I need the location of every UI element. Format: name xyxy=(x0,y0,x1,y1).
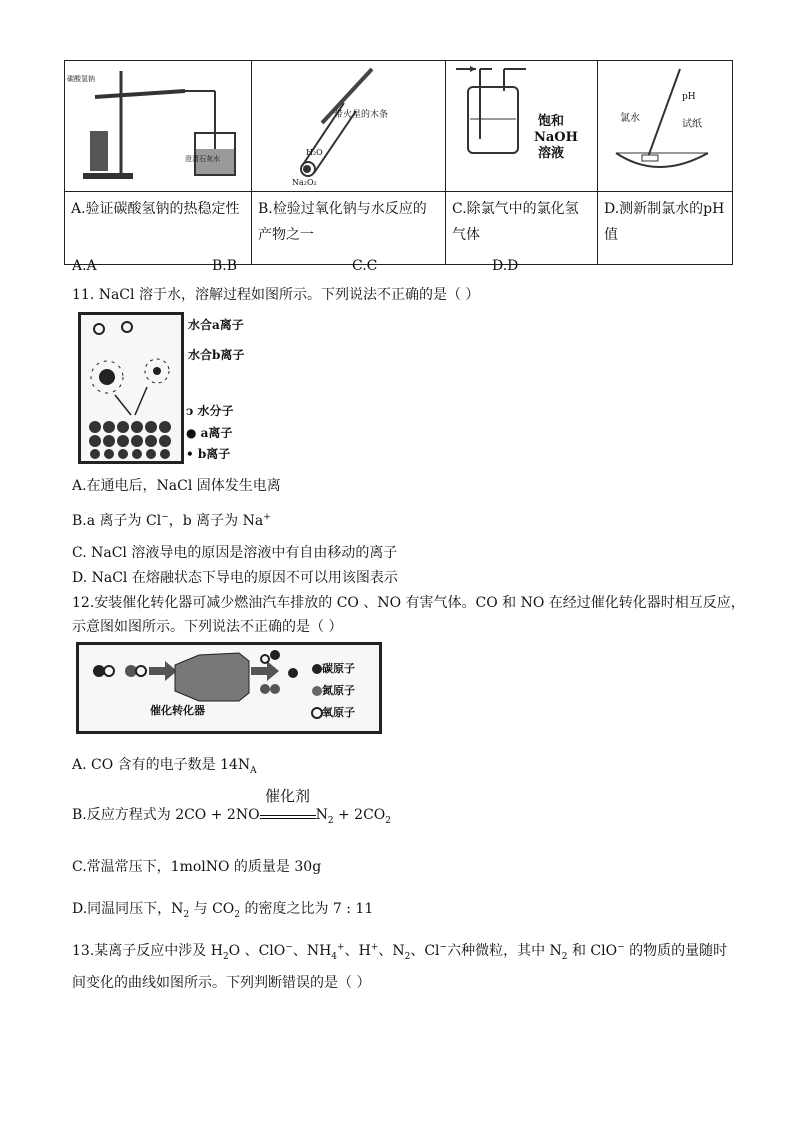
q12-stem-line2: 示意图如图所示。下列说法不正确的是（ ） xyxy=(72,619,343,635)
q11-choice-d: D. NaCl 在熔融状态下导电的原因不可以用该图表示 xyxy=(72,570,398,586)
label-na2o2: Na₂O₂ xyxy=(292,178,317,187)
q12-legend-nitrogen: 氮原子 xyxy=(322,684,355,697)
q13-stem-line2: 间变化的曲线如图所示。下列判断错误的是（ ） xyxy=(72,975,371,991)
label-limewater: 澄清石灰水 xyxy=(185,155,220,163)
q11-stem: 11. NaCl 溶于水，溶解过程如图所示。下列说法不正确的是（ ） xyxy=(72,287,480,303)
q12-legend-oxygen: 氧原子 xyxy=(322,706,355,719)
q13-stem-line1: 13.某离子反应中涉及 $H_2O$ 、ClO−、$NH_4^+$、H+、$N_2$、Cl−六种微粒，其中 $N_2$ 和 ClO− 的物质的量随时 xyxy=(72,942,728,962)
b-ion-icon: • xyxy=(186,447,198,461)
q10-figure-d xyxy=(598,61,733,192)
q12-choice-c: C.常温常压下，1molNO 的质量是 30g xyxy=(72,859,322,875)
q12-stem-line1: 12.安装催化转化器可减少燃油汽车排放的 CO 、NO 有害气体。CO 和 NO 在经过催化转化器时相互反应， xyxy=(72,595,745,611)
q12-choice-d: D.同温同压下，$N_2$ 与 $CO_2$ 的密度之比为 7 : 11 xyxy=(72,901,374,920)
label-solution: 溶液 xyxy=(538,146,565,161)
q10-table xyxy=(64,60,733,265)
label-ph: pH xyxy=(682,92,696,102)
label-nahco3: 碳酸氢钠 xyxy=(67,75,95,83)
q11-legend-hydrated-a: 水合a离子 xyxy=(188,318,244,332)
dissolution-diagram-icon xyxy=(81,315,181,461)
label-h2o: H₂O xyxy=(306,148,323,157)
label-wooden-splint: 带火星的木条 xyxy=(334,110,389,120)
q10-caption-b: B.检验过氧化钠与水反应的产物之一 xyxy=(252,192,446,265)
q10-option-a: A.A xyxy=(72,258,97,274)
q10-caption-c: C.除氯气中的氯化氢气体 xyxy=(446,192,598,265)
q11-choice-b: B.a 离子为 Cl−，b 离子为 Na+ xyxy=(72,512,271,529)
water-molecule-icon: ↄ xyxy=(186,404,198,418)
q11-legend-a-ion: ● a离子 xyxy=(186,426,233,440)
q10-option-d: D.D xyxy=(492,258,519,274)
label-naoh: NaOH xyxy=(534,130,578,145)
heating-apparatus-icon xyxy=(65,61,251,187)
q11-choice-c: C. NaCl 溶液导电的原因是溶液中有自由移动的离子 xyxy=(72,545,398,561)
q10-figure-b xyxy=(252,61,446,192)
a-ion-icon: ● xyxy=(186,426,201,440)
label-test-paper: 试纸 xyxy=(682,119,702,130)
q12-choice-a: A. CO 含有的电子数是 $14N_A$ xyxy=(72,757,257,776)
q10-caption-a: A.验证碳酸氢钠的热稳定性 xyxy=(65,192,252,265)
gas-washing-bottle-icon xyxy=(446,61,597,187)
q11-legend-hydrated-b: 水合b离子 xyxy=(188,348,245,362)
label-saturated: 饱和 xyxy=(538,114,565,129)
test-tube-icon xyxy=(252,61,445,187)
label-chlorine-water: 氯水 xyxy=(620,113,640,124)
q11-legend-water: ↄ 水分子 xyxy=(186,404,234,418)
catalyst-arrow: 催化剂 xyxy=(260,807,316,819)
q12-legend-carbon: 碳原子 xyxy=(322,662,355,675)
q11-legend-b-ion: • b离子 xyxy=(186,447,231,461)
q11-choice-a: A.在通电后，NaCl 固体发生电离 xyxy=(72,478,281,494)
q10-caption-d: D.测新制氯水的pH值 xyxy=(598,192,733,265)
q10-option-b: B.B xyxy=(212,258,238,274)
q12-figure-label: 催化转化器 xyxy=(150,704,205,717)
q11-figure xyxy=(78,312,184,464)
q10-option-c: C.C xyxy=(352,258,378,274)
q12-choice-b: B.反应方程式为 2CO + 2NO 催化剂 $N_2 + 2CO_2$ xyxy=(72,787,392,826)
q10-figure-c xyxy=(446,61,598,192)
q10-figure-a xyxy=(65,61,252,192)
ph-paper-dish-icon xyxy=(598,61,732,187)
